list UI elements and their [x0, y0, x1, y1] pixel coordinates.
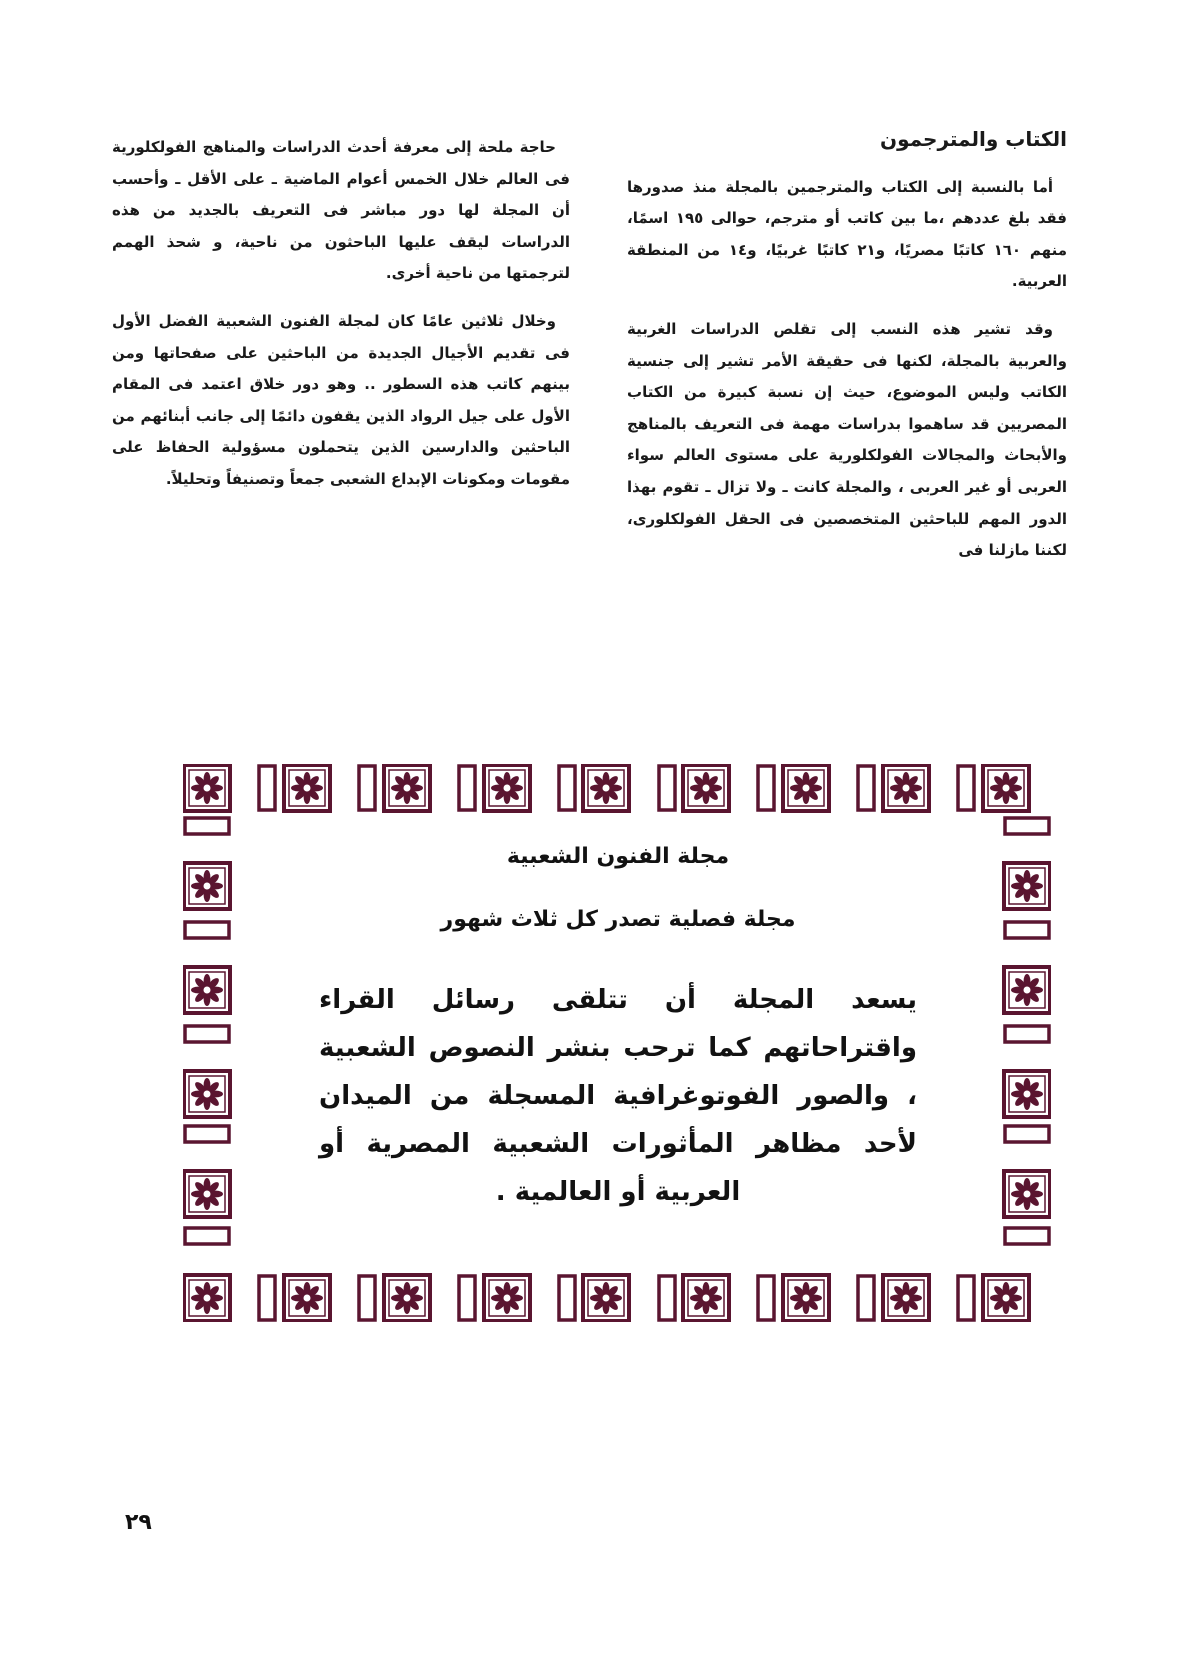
border-bar: [359, 1276, 375, 1320]
flower-icon: [783, 765, 829, 811]
border-bar: [185, 818, 229, 834]
flower-icon: [783, 1275, 829, 1321]
article-column-left: [112, 132, 570, 512]
border-bar: [559, 766, 575, 810]
flower-icon: [1004, 967, 1050, 1013]
border-bar: [1005, 1026, 1049, 1042]
flower-icon: [683, 765, 729, 811]
flower-icon: [384, 765, 430, 811]
flower-icon: [284, 765, 330, 811]
flower-icon: [184, 863, 230, 909]
flower-icon: [484, 1275, 530, 1321]
flower-icon: [184, 1071, 230, 1117]
border-bar: [185, 1126, 229, 1142]
paragraph: وخلال ثلاثين عامًا كان لمجلة الفنون الشعبية الفضل الأول فى تقديم الأجيال الجديدة من الباحثين على صفحاتها ومن بينهم كاتب هذه السطور .. وهو دور خلاق اعتمد فى المقام الأول على جيل الرواد الذين يقفون دائمًا إلى جانب أبنائهم من الباحثين والدارسين الذين يتحملون مسؤولية الحفاظ على مقومات ومكونات الإبداع الشعبى جمعاً وتصنيفاً وتحليلاً.: [112, 311, 570, 488]
flower-icon: [484, 765, 530, 811]
border-bar: [559, 1276, 575, 1320]
border-bar: [1005, 1228, 1049, 1244]
border-bar: [1005, 1126, 1049, 1142]
flower-icon: [583, 765, 629, 811]
border-bar: [459, 766, 475, 810]
border-bar: [459, 1276, 475, 1320]
flower-icon: [583, 1275, 629, 1321]
flower-icon: [983, 1275, 1029, 1321]
flower-icon: [1004, 1071, 1050, 1117]
flower-icon: [1004, 863, 1050, 909]
border-bar: [659, 766, 675, 810]
article-column-right: [627, 124, 1067, 583]
paragraph: وقد تشير هذه النسب إلى تقلص الدراسات الغربية والعربية بالمجلة، لكنها فى حقيقة الأمر تشير إلى جنسية الكاتب وليس الموضوع، حيث إن نسبة كبيرة من الكتاب المصريين قد ساهموا بدراسات مهمة فى التعريف بالمناهج والأبحاث والمجالات الفولكلورية على مستوى العالم سواء العربى أو غير العربى ، والمجلة كانت ـ ولا تزال ـ تقوم بهذا الدور المهم للباحثين المتخصصين فى الحقل الفولكلورى، لكننا مازلنا فى: [627, 319, 1067, 560]
border-bar: [1005, 818, 1049, 834]
border-bar: [1005, 922, 1049, 938]
flower-icon: [184, 967, 230, 1013]
flower-icon: [683, 1275, 729, 1321]
paragraph: حاجة ملحة إلى معرفة أحدث الدراسات والمناهج الفولكلورية فى العالم خلال الخمس أعوام الماضية ـ على الأقل ـ وأحسب أن المجلة لها دور مباشر فى التعريف بالجديد من هذه الدراسات ليقف عليها الباحثون من ناحية، و شحذ الهمم لترجمتها من ناحية أخرى.: [112, 138, 570, 283]
notice-subtitle: مجلة فصلية تصدر كل ثلاث شهور: [440, 907, 796, 932]
border-bar: [958, 766, 974, 810]
border-bar: [758, 1276, 774, 1320]
border-bar: [858, 766, 874, 810]
notice-body: يسعد المجلة أن تتلقى رسائل القراء واقتراحاتهم كما ترحب بنشر النصوص الشعبية ، والصور الفوتوغرافية المسجلة من الميدان لأحد مظاهر المأثورات الشعبية المصرية أو العربية أو العالمية .: [319, 985, 917, 1207]
notice-frame: [183, 764, 1051, 1322]
paragraph: أما بالنسبة إلى الكتاب والمترجمين بالمجلة منذ صدورها فقد بلغ عددهم ،ما بين كاتب أو مترجم، حوالى ١٩٥ اسمًا، منهم ١٦٠ كاتبًا مصريًا، و٢١ كاتبًا غربيًا، و١٤ من المنطقة العربية.: [627, 177, 1067, 291]
flower-icon: [184, 765, 230, 811]
flower-icon: [1004, 1171, 1050, 1217]
notice-title: مجلة الفنون الشعبية: [506, 844, 730, 869]
flower-icon: [883, 765, 929, 811]
section-heading: الكتاب والمترجمون: [880, 127, 1067, 151]
border-bar: [359, 766, 375, 810]
page-number: ٢٩: [125, 1510, 152, 1535]
flower-icon: [184, 1171, 230, 1217]
notice-text: [303, 824, 933, 1216]
border-bar: [259, 766, 275, 810]
border-bar: [185, 1228, 229, 1244]
border-bar: [958, 1276, 974, 1320]
flower-icon: [384, 1275, 430, 1321]
border-bar: [758, 766, 774, 810]
flower-icon: [983, 765, 1029, 811]
flower-icon: [184, 1275, 230, 1321]
border-bar: [185, 922, 229, 938]
border-bar: [259, 1276, 275, 1320]
border-bar: [659, 1276, 675, 1320]
border-bar: [858, 1276, 874, 1320]
flower-icon: [284, 1275, 330, 1321]
flower-icon: [883, 1275, 929, 1321]
border-bar: [185, 1026, 229, 1042]
